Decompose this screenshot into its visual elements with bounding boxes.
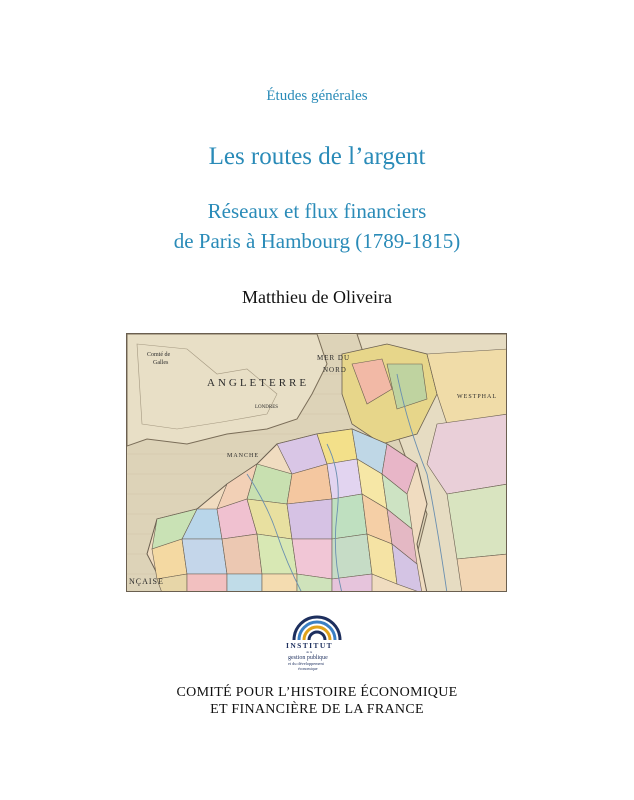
- logo-name-line-4: et du développement: [288, 661, 324, 666]
- logo-name-line-2: de la: [306, 650, 313, 654]
- institut-logo: [282, 614, 352, 676]
- map-label-ocean: NÇAISE: [129, 577, 164, 586]
- map-label-london: LONDRES: [255, 405, 279, 410]
- map-label-mer-du-nord-2: NORD: [323, 366, 347, 374]
- publisher-line-2: ET FINANCIÈRE DE LA FRANCE: [210, 702, 424, 717]
- publisher-line-1: COMITÉ POUR L’HISTOIRE ÉCONOMIQUE: [176, 685, 458, 700]
- map-label-westphalie: WESTPHAL: [457, 394, 497, 400]
- map-label-angleterre: ANGLETERRE: [207, 377, 310, 389]
- logo-name-line-1: INSTITUT: [286, 641, 334, 650]
- map-label-mer-du-nord-1: MER DU: [317, 354, 351, 362]
- logo-name-line-3: gestion publique: [288, 655, 328, 661]
- historical-map-image: [126, 333, 507, 592]
- subtitle-line-2: de Paris à Hambourg (1789-1815): [173, 229, 461, 253]
- book-subtitle: [0, 196, 634, 256]
- series-label: Études générales: [266, 88, 368, 104]
- author-name: Matthieu de Oliveira: [242, 287, 392, 307]
- map-label-manche: MANCHE: [227, 453, 260, 459]
- map-label-galles-2: Galles: [153, 360, 169, 366]
- map-label-galles-1: Comté de: [147, 352, 171, 358]
- book-title: Les routes de l’argent: [208, 143, 426, 170]
- publisher-name: [0, 684, 634, 718]
- subtitle-line-1: Réseaux et flux financiers: [207, 199, 427, 223]
- logo-name-line-5: économique: [298, 666, 318, 671]
